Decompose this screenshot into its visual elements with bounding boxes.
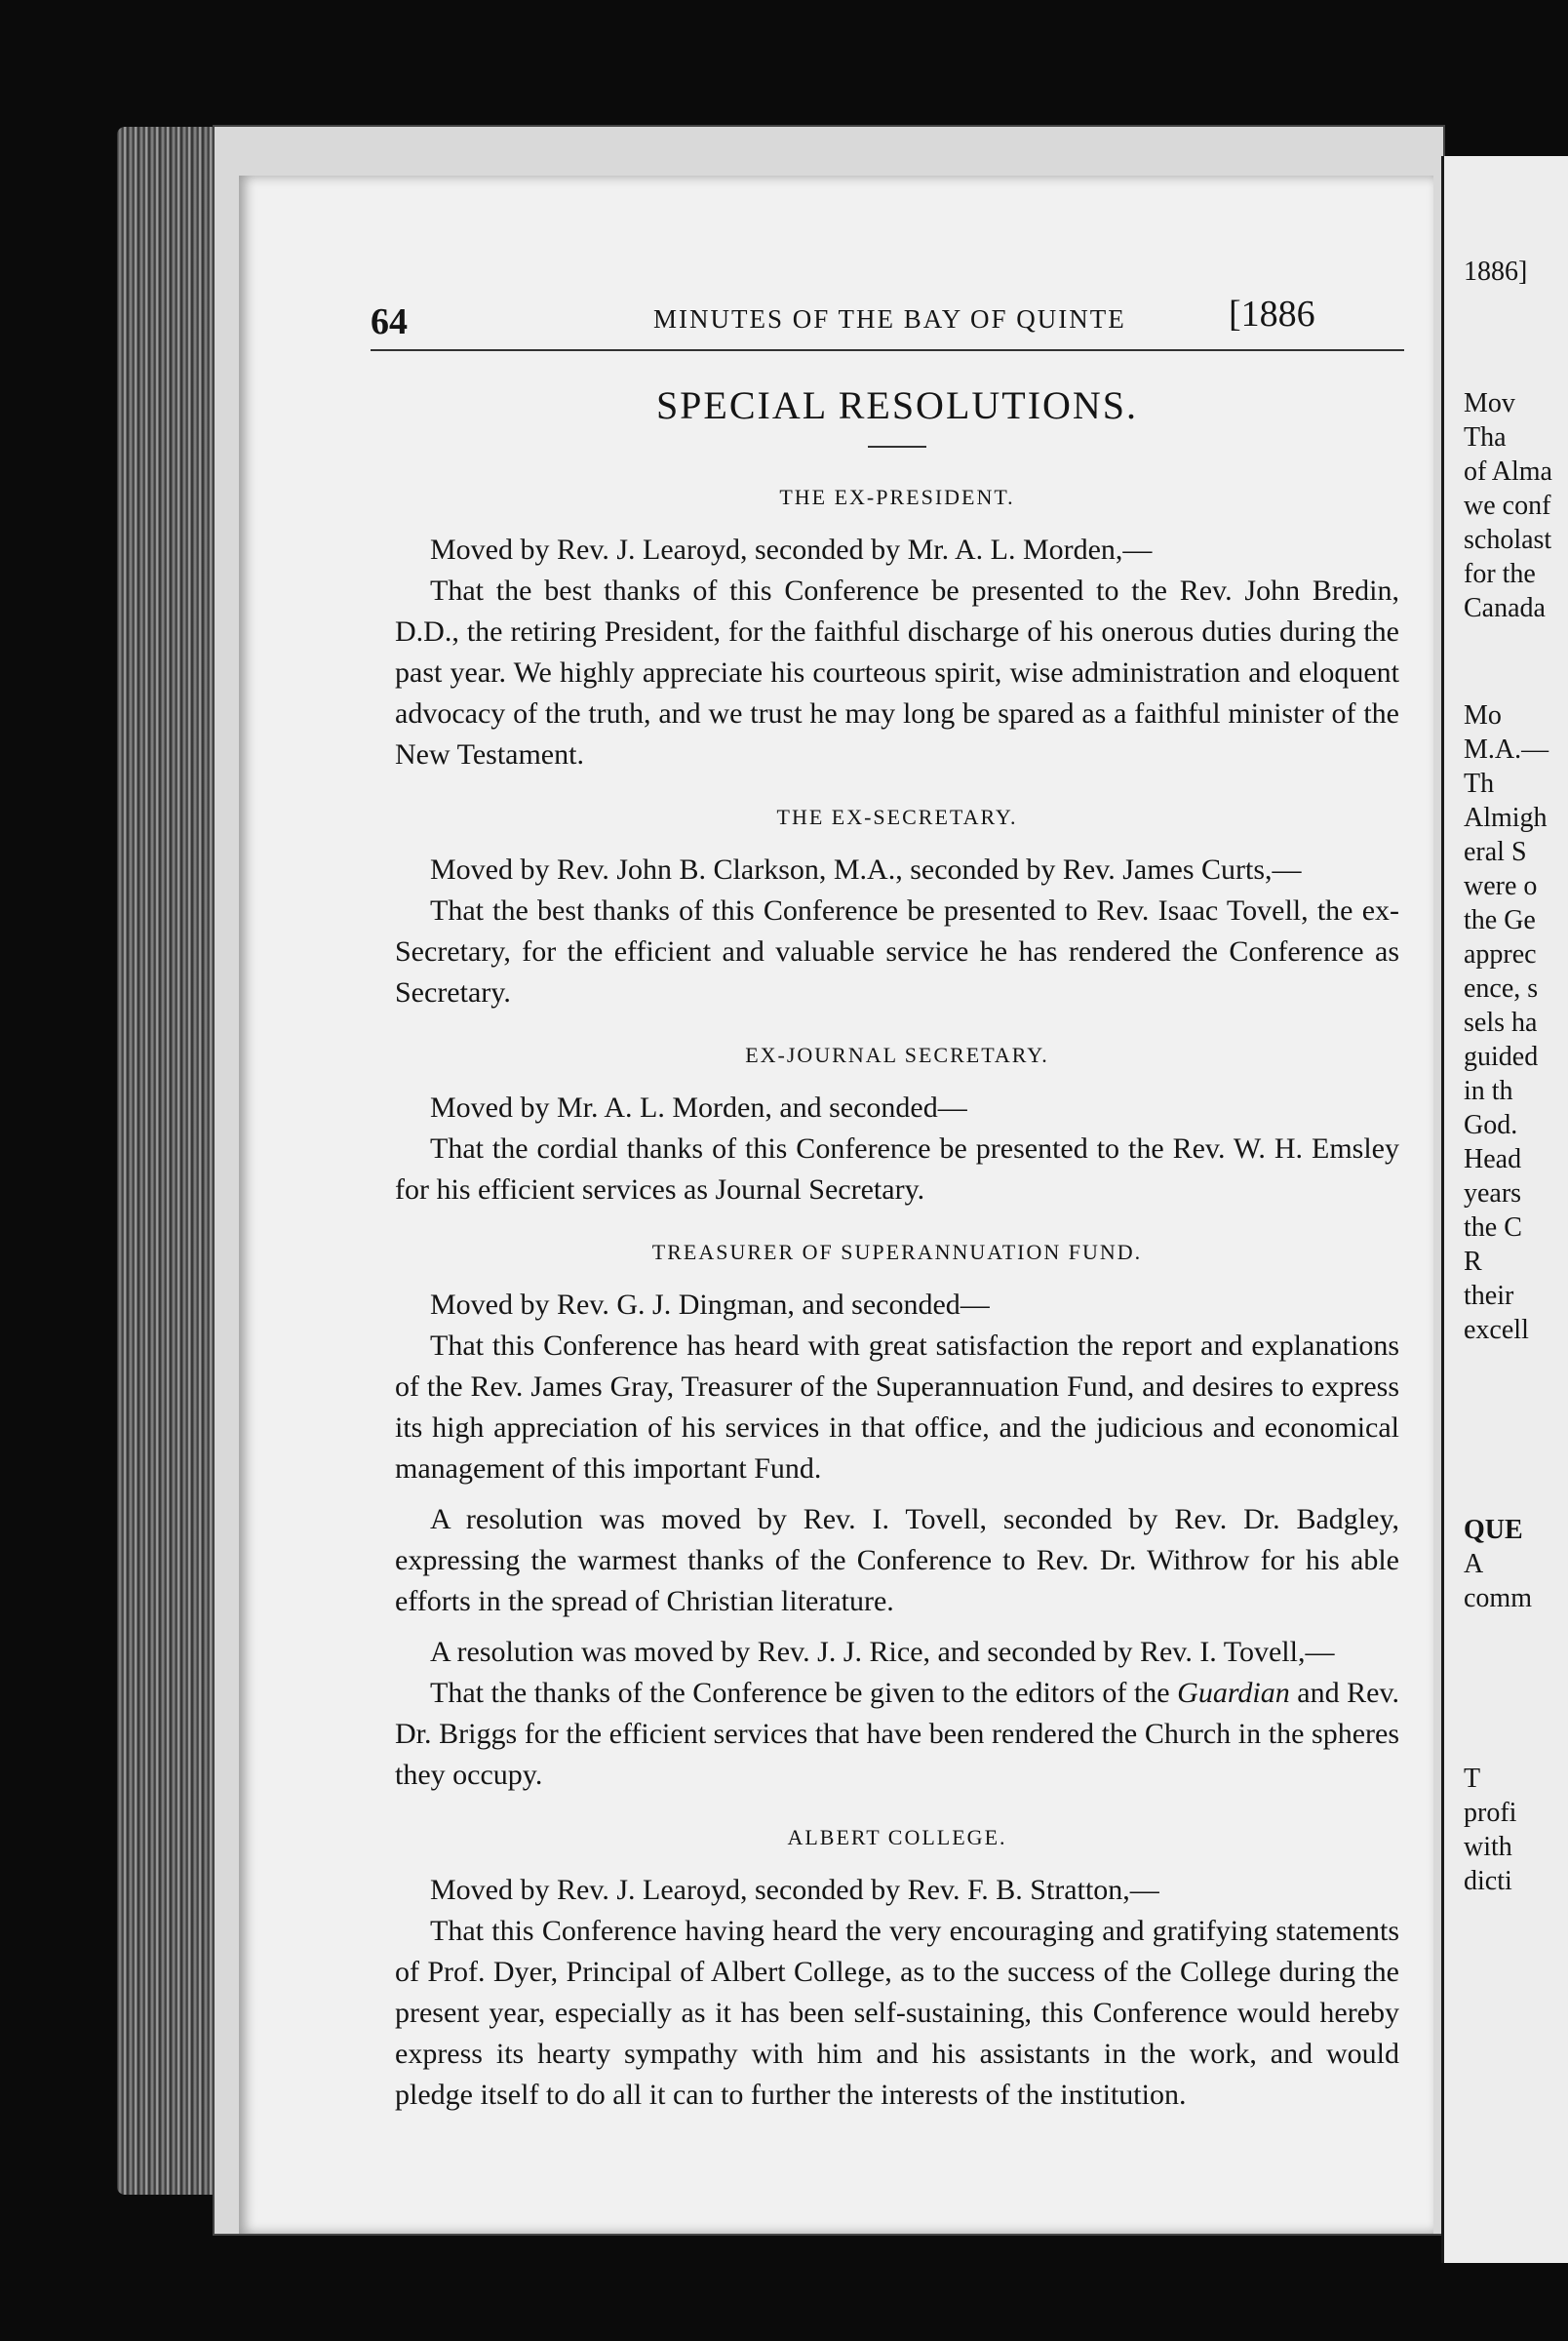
facing-page-text: Th xyxy=(1464,769,1495,799)
facing-page-text: the C xyxy=(1464,1212,1522,1243)
left-page xyxy=(239,176,1433,2234)
facing-page-text: M.A.— xyxy=(1464,734,1549,765)
resolution-paragraph: A resolution was moved by Rev. I. Tovell, seconded by Rev. Dr. Badgley, expressing the warmest thanks of the Conference to Rev. Dr. Withrow for his able efforts in the spread of Christian literature. xyxy=(395,1503,1399,1617)
facing-page-text: profi xyxy=(1464,1798,1517,1828)
facing-page-text: Tha xyxy=(1464,422,1507,453)
facing-page-text: ence, s xyxy=(1464,973,1539,1004)
facing-page-text: A xyxy=(1464,1549,1484,1579)
resolution-body: That the best thanks of this Conference be presented to the Rev. John Bredin, D.D., the retiring President, for the faithful discharge of his onerous duties during the past year. We highly appreciate his courteous spirit, wise administration and eloquent advocacy of the truth, and we trust he may long be spared as a faithful minister of the New Testament. xyxy=(395,575,1399,771)
page-number: 64 xyxy=(371,301,408,342)
section-heading: ALBERT COLLEGE. xyxy=(787,1825,1007,1849)
facing-page-year: 1886] xyxy=(1464,257,1528,287)
facing-page-text: the Ge xyxy=(1464,905,1536,935)
header-title: MINUTES OF THE BAY OF QUINTE xyxy=(653,304,1126,334)
resolution-paragraph: A resolution was moved by Rev. J. J. Rice, and seconded by Rev. I. Tovell,— xyxy=(430,1636,1335,1668)
facing-page-text: comm xyxy=(1464,1583,1532,1613)
moved-line: Moved by Rev. G. J. Dingman, and seconded— xyxy=(430,1289,990,1321)
section-treasurer xyxy=(395,1232,1399,1796)
section-ex-journal-secretary xyxy=(395,1035,1399,1210)
text-segment: That the thanks of the Conference be given to the editors of the xyxy=(430,1677,1170,1709)
page-title: SPECIAL RESOLUTIONS. xyxy=(655,383,1139,427)
header-year: [1886 xyxy=(1229,294,1315,335)
section-heading: THE EX-PRESIDENT. xyxy=(779,485,1015,509)
facing-page-text: their xyxy=(1464,1281,1514,1311)
facing-page-text: of Alma xyxy=(1464,456,1552,487)
section-ex-president xyxy=(395,477,1399,775)
moved-line: Moved by Rev. J. Learoyd, seconded by Rev. F. B. Stratton,— xyxy=(430,1874,1159,1906)
facing-page-text: Canada xyxy=(1464,593,1546,623)
section-ex-secretary xyxy=(395,797,1399,1013)
resolution-body: That the cordial thanks of this Conference be presented to the Rev. W. H. Emsley for his efficient services as Journal Secretary. xyxy=(395,1132,1399,1206)
section-albert-college xyxy=(395,1817,1399,2116)
facing-page-text: God. xyxy=(1464,1110,1518,1140)
resolution-body: That this Conference having heard the very encouraging and gratifying statements of Prof. Dyer, Principal of Albert College, as to the success of the College during the present year, especially as it has been self-sustaining, this Conference would hereby express its hearty sympathy with him and his assistants in the work, and would pledge itself to do all it can to further the interests of the institution. xyxy=(395,1915,1399,2111)
facing-page-text: guided xyxy=(1464,1042,1539,1072)
facing-page-text: QUE xyxy=(1464,1515,1523,1545)
facing-page-fragment xyxy=(1441,156,1568,2263)
facing-page-text: with xyxy=(1464,1832,1512,1862)
facing-page-text: eral S xyxy=(1464,837,1527,867)
facing-page-text: apprec xyxy=(1464,939,1537,970)
running-header xyxy=(371,291,1404,349)
facing-page-text: dicti xyxy=(1464,1866,1512,1896)
facing-page-text: scholast xyxy=(1464,525,1552,555)
moved-line: Moved by Rev. J. Learoyd, seconded by Mr. A. L. Morden,— xyxy=(430,534,1153,566)
section-heading: EX-JOURNAL SECRETARY. xyxy=(745,1043,1049,1067)
section-heading: TREASURER OF SUPERANNUATION FUND. xyxy=(651,1240,1143,1264)
title-rule xyxy=(868,446,926,448)
facing-page-text: Mo xyxy=(1464,700,1502,731)
facing-page-text: for the xyxy=(1464,559,1536,589)
resolution-body xyxy=(395,1673,1399,1796)
facing-page-text: sels ha xyxy=(1464,1008,1538,1038)
facing-page-text: T xyxy=(1464,1764,1481,1794)
resolution-body: That the best thanks of this Conference be presented to Rev. Isaac Tovell, the ex-Secretary, for the efficient and valuable service he has rendered the Conference as Secretary. xyxy=(395,894,1399,1009)
italic-publication-name: Guardian xyxy=(1177,1677,1290,1709)
facing-page-text: R xyxy=(1464,1247,1482,1277)
facing-page-text: we conf xyxy=(1464,491,1551,521)
facing-page-text: Head xyxy=(1464,1144,1522,1174)
facing-page-text: in th xyxy=(1464,1076,1513,1106)
facing-page-text: excell xyxy=(1464,1315,1529,1345)
moved-line: Moved by Rev. John B. Clarkson, M.A., seconded by Rev. James Curts,— xyxy=(430,853,1302,886)
facing-page-text: Mov xyxy=(1464,388,1515,418)
moved-line: Moved by Mr. A. L. Morden, and seconded— xyxy=(430,1091,967,1124)
text-segment: and Rev. Dr. Briggs for the efficient services that have been rendered the Church in the spheres they occupy. xyxy=(395,1677,1400,1791)
section-heading: THE EX-SECRETARY. xyxy=(776,805,1018,829)
facing-page-text: years xyxy=(1464,1178,1522,1209)
facing-page-text: Almigh xyxy=(1464,803,1548,833)
header-rule xyxy=(371,349,1404,351)
facing-page-text: were o xyxy=(1464,871,1538,901)
resolution-body: That this Conference has heard with great satisfaction the report and explanations of the Rev. James Gray, Treasurer of the Superannuation Fund, and desires to express its high appreciation of his services in that office, and the judicious and economical management of this important Fund. xyxy=(395,1329,1399,1485)
page-content xyxy=(395,385,1399,2116)
